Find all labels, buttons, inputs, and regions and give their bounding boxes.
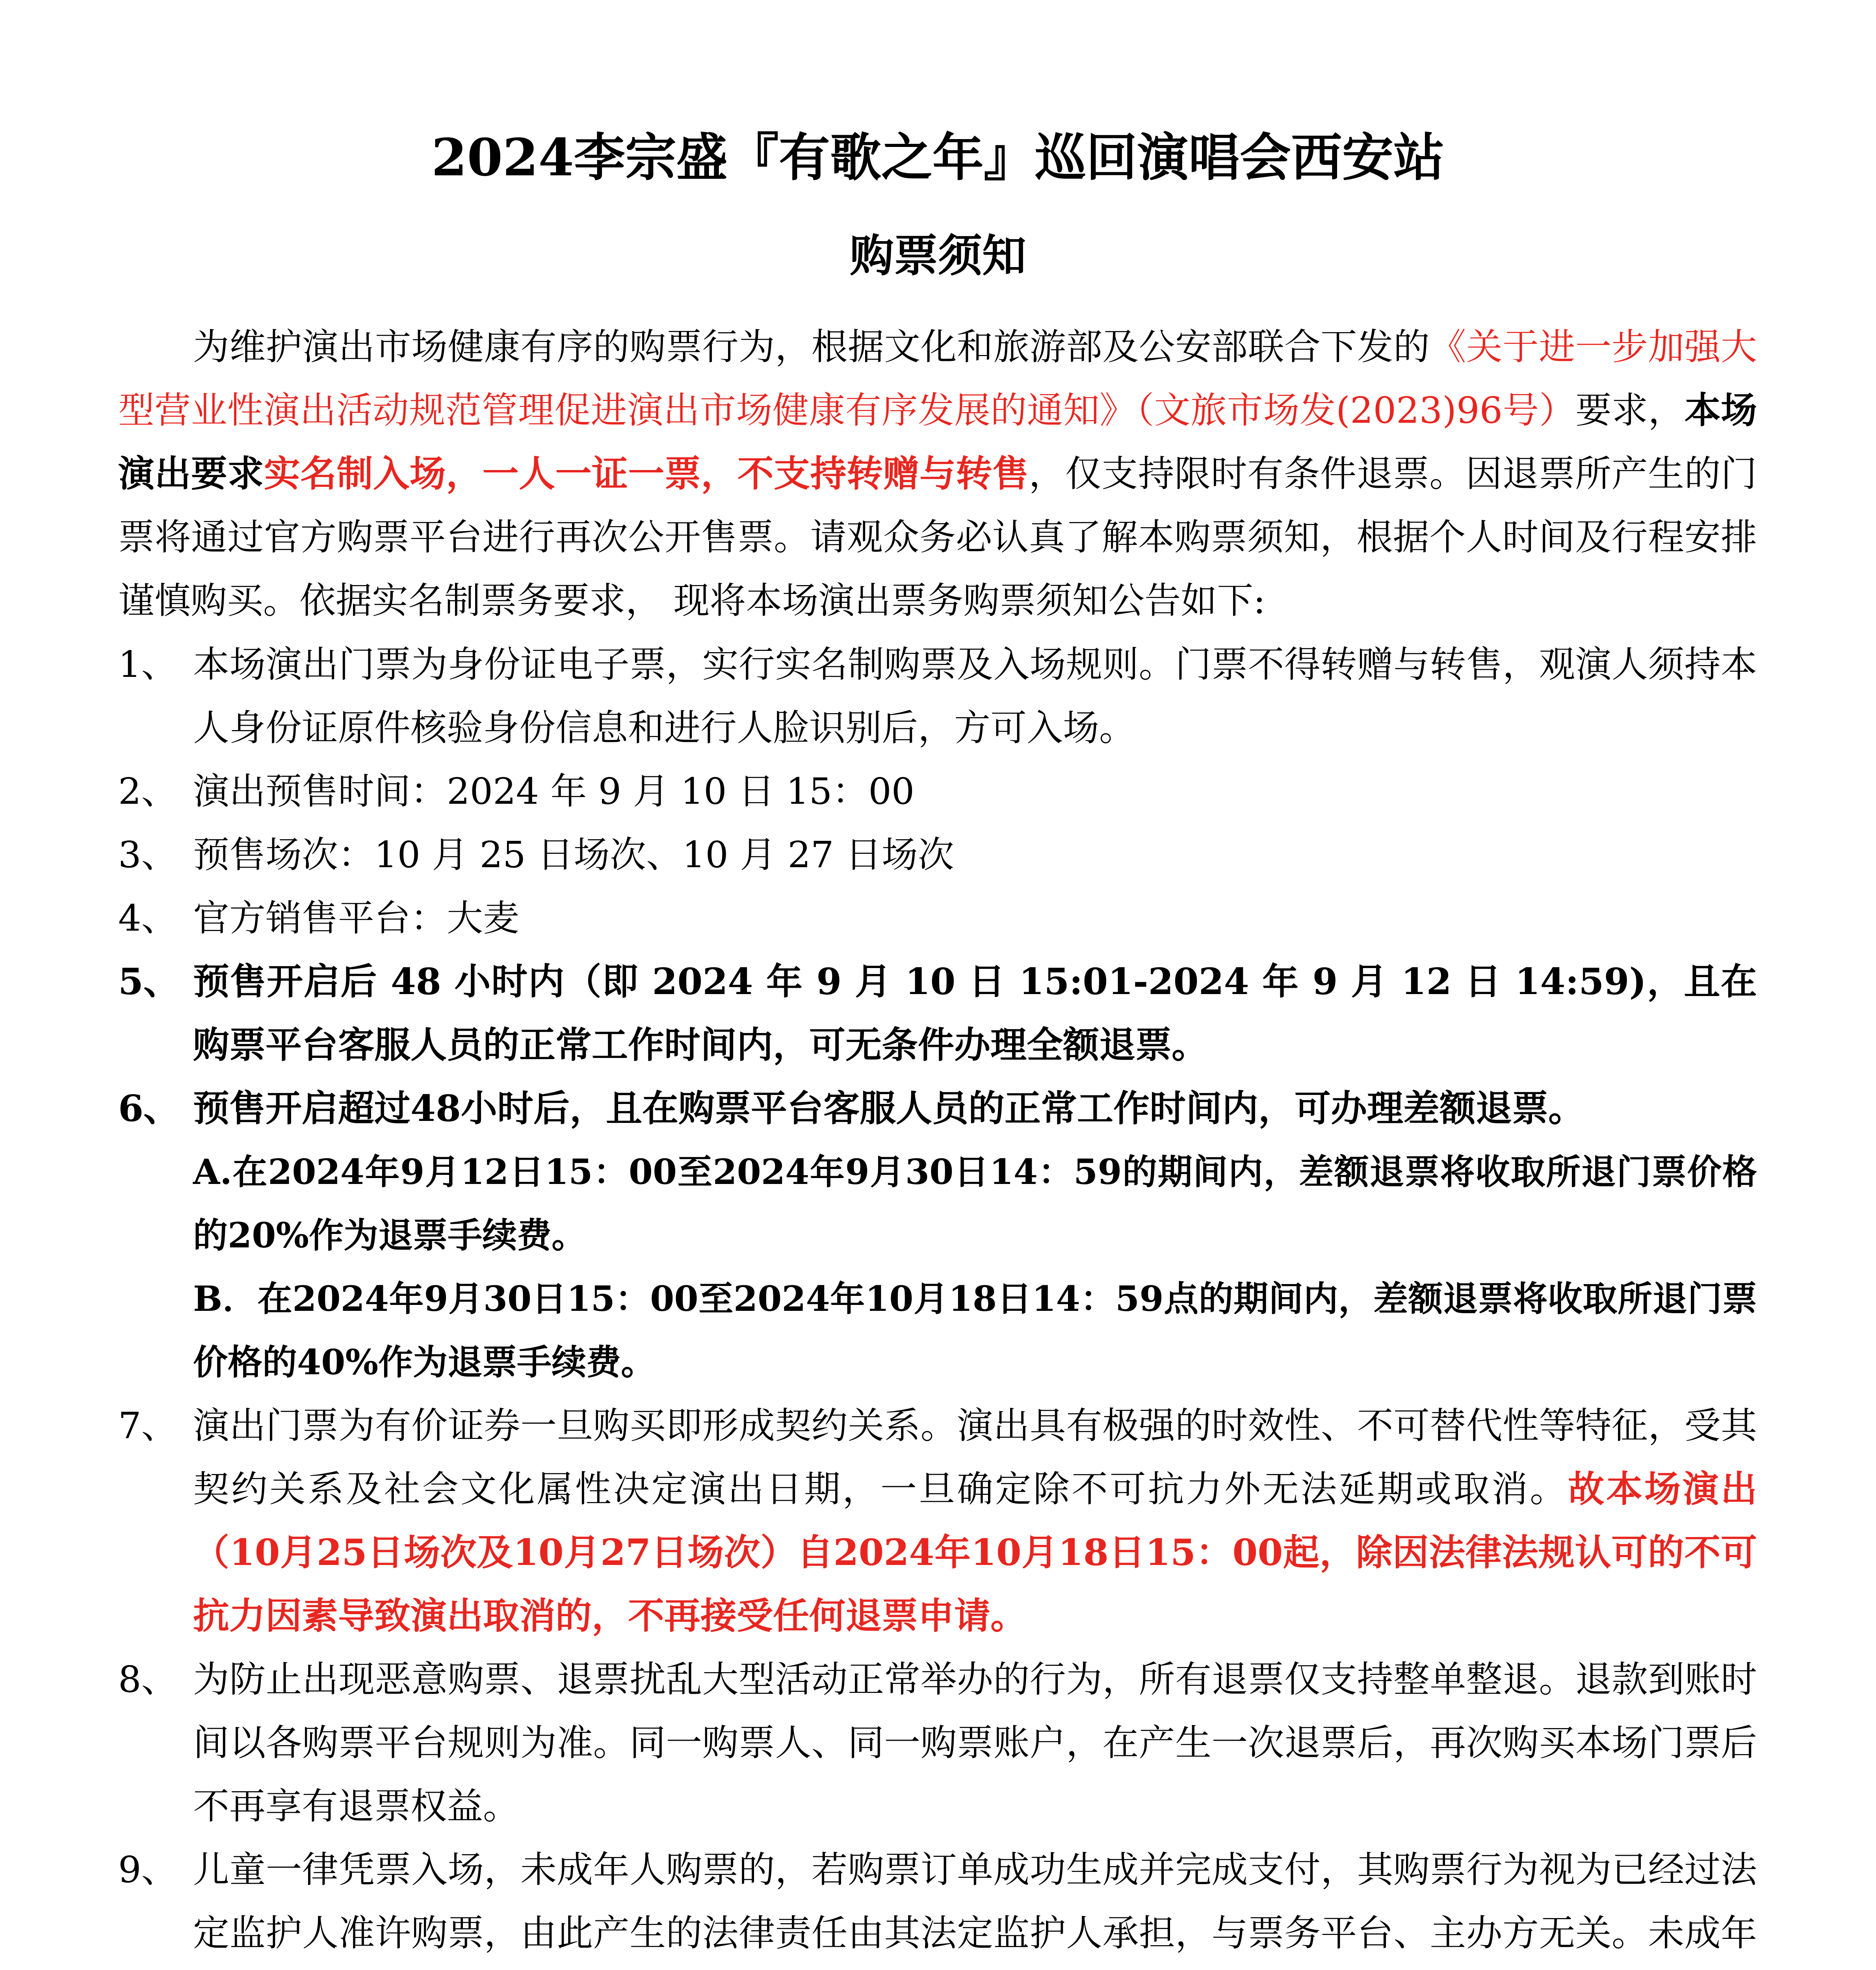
item-number: 4、	[118, 897, 178, 939]
list-item	[118, 1648, 1757, 1838]
item-number: 5、	[118, 960, 180, 1003]
item-number: 7、	[118, 1405, 178, 1447]
list-item	[118, 633, 1757, 760]
real-name-rule: 实名制入场，一人一证一票，不支持转赠与转售	[264, 452, 1029, 495]
item-number: 8、	[118, 1658, 178, 1701]
item-text: 演出预售时间：2024 年 9 月 10 日 15：00	[193, 770, 915, 812]
notice-reference: 《关于进一步加强大型营业性演出活动规范管理促进演出市场健康有序发展的通知》（文旅市场发(2023)96号）	[118, 326, 1757, 431]
list-item	[118, 1838, 1757, 1970]
item-text	[193, 1394, 1757, 1648]
item-text: 预售场次：10 月 25 日场次、10 月 27 日场次	[193, 834, 954, 876]
item-text: 预售开启后 48 小时内（即 2024 年 9 月 10 日 15:01-2024 年 9 月 12 日 14:59)，且在购票平台客服人员的正常工作时间内，可无条件办理全额退票。	[193, 960, 1757, 1066]
item-text: 本场演出门票为身份证电子票，实行实名制购票及入场规则。门票不得转赠与转售，观演人须持本人身份证原件核验身份信息和进行人脸识别后，方可入场。	[193, 643, 1757, 749]
intro-text-2: 要求，	[1575, 389, 1685, 431]
list-item	[118, 1077, 1757, 1140]
item-text-plain: 演出门票为有价证券一旦购买即形成契约关系。演出具有极强的时效性、不可替代性等特征，受其契约关系及社会文化属性决定演出日期，一旦确定除不可抗力外无法延期或取消。	[193, 1405, 1757, 1510]
intro-text-1: 为维护演出市场健康有序的购票行为，根据文化和旅游部及公安部联合下发的	[193, 326, 1430, 368]
refund-rule-b: B．在2024年9月30日15：00至2024年10月18日14：59点的期间内，差额退票将收取所退门票价格的40%作为退票手续费。	[193, 1278, 1757, 1383]
item-number: 9、	[118, 1849, 178, 1891]
refund-rule-a: A.在2024年9月12日15：00至2024年9月30日14：59的期间内，差额退票将收取所退门票价格的20%作为退票手续费。	[193, 1151, 1757, 1256]
list-item	[118, 760, 1757, 823]
item-number: 1、	[118, 643, 178, 686]
item-text: 预售开启超过48小时后，且在购票平台客服人员的正常工作时间内，可办理差额退票。	[193, 1087, 1585, 1130]
item-number: 3、	[118, 834, 178, 876]
item-number: 2、	[118, 770, 178, 812]
list-item	[118, 823, 1757, 886]
list-item	[118, 886, 1757, 950]
page-title: 2024李宗盛『有歌之年』巡回演唱会西安站	[431, 127, 1445, 188]
page-subtitle: 购票须知	[850, 230, 1026, 282]
intro-text-3: 本场演出要求	[118, 389, 1757, 495]
list-item	[118, 1394, 1757, 1648]
list-item	[118, 950, 1757, 1077]
item-text: 儿童一律凭票入场，未成年人购票的，若购票订单成功生成并完成支付，其购票行为视为已经过法定监护人准许购票，由此产生的法律责任由其法定监护人承担，与票务平台、主办方无关。未成年	[193, 1849, 1757, 1954]
intro-paragraph	[118, 315, 1757, 632]
item-text: 官方销售平台：大麦	[193, 897, 520, 939]
intro-text-4: ，仅支持限时有条件退票。因退票所产生的门票将通过官方购票平台进行再次公开售票。请观众务必认真了解本购票须知，根据个人时间及行程安排谨慎购买。依据实名制票务要求， 现将本场演出票务购票须知公告如下:	[118, 453, 1757, 622]
item-text: 为防止出现恶意购票、退票扰乱大型活动正常举办的行为，所有退票仅支持整单整退。退款到账时间以各购票平台规则为准。同一购票人、同一购票账户，在产生一次退票后，再次购买本场门票后不再享有退票权益。	[193, 1658, 1757, 1827]
item-number: 6、	[118, 1087, 180, 1130]
no-refund-notice: 故本场演出（10月25日场次及10月27日场次）自2024年10月18日15：00起，除因法律法规认可的不可抗力因素导致演出取消的，不再接受任何退票申请。	[193, 1468, 1757, 1637]
